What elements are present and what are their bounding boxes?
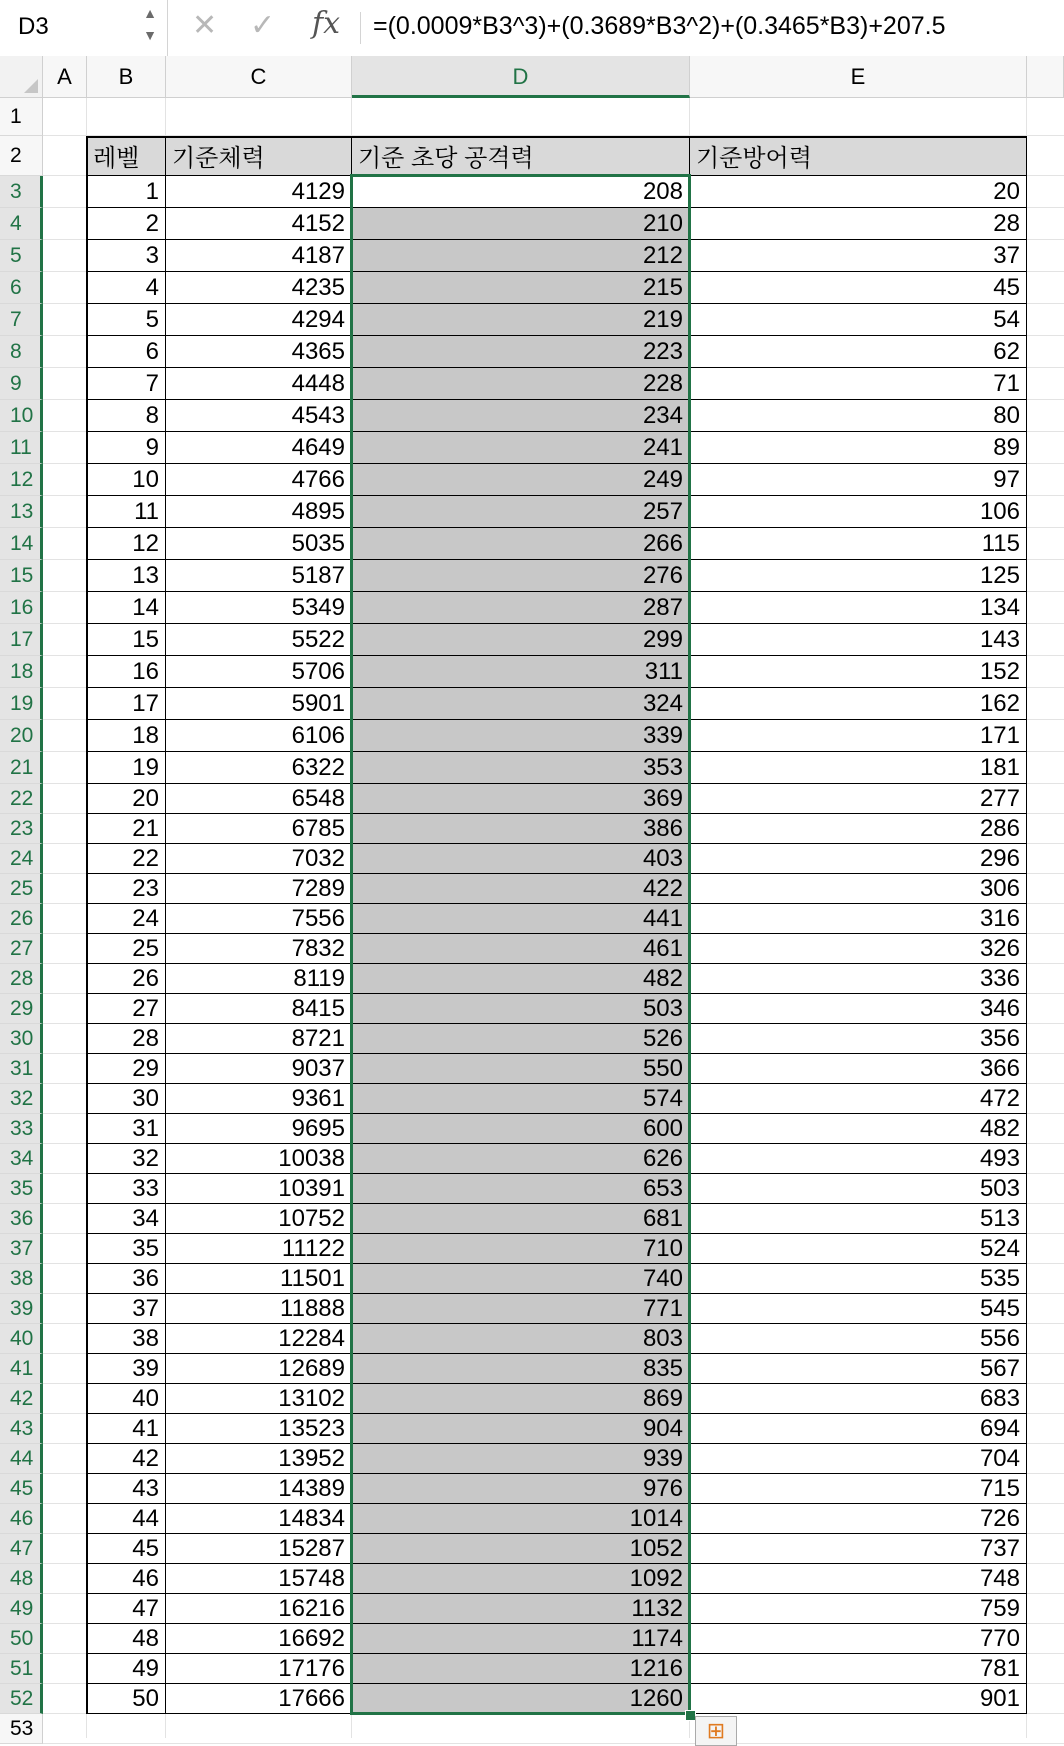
table-header-cell[interactable]: 기준체력	[166, 136, 352, 176]
table-cell[interactable]: 266	[352, 528, 690, 560]
table-cell[interactable]: 482	[352, 964, 690, 994]
table-cell[interactable]: 27	[87, 994, 166, 1024]
table-cell[interactable]: 89	[690, 432, 1027, 464]
table-cell[interactable]: 8119	[166, 964, 352, 994]
table-cell[interactable]: 835	[352, 1354, 690, 1384]
table-cell[interactable]: 353	[352, 752, 690, 784]
table-cell[interactable]: 15	[87, 624, 166, 656]
table-cell[interactable]: 219	[352, 304, 690, 336]
table-cell[interactable]: 6322	[166, 752, 352, 784]
table-cell[interactable]: 54	[690, 304, 1027, 336]
table-cell[interactable]: 386	[352, 814, 690, 844]
table-cell[interactable]: 8721	[166, 1024, 352, 1054]
table-cell[interactable]: 574	[352, 1084, 690, 1114]
table-cell[interactable]: 20	[690, 176, 1027, 208]
table-cell[interactable]: 567	[690, 1354, 1027, 1384]
row-header-48[interactable]: 48	[0, 1564, 43, 1594]
table-cell[interactable]: 306	[690, 874, 1027, 904]
row-header-22[interactable]: 22	[0, 784, 43, 814]
table-cell[interactable]: 181	[690, 752, 1027, 784]
table-cell[interactable]: 11501	[166, 1264, 352, 1294]
table-cell[interactable]: 5	[87, 304, 166, 336]
table-cell[interactable]: 11122	[166, 1234, 352, 1264]
table-cell[interactable]: 524	[690, 1234, 1027, 1264]
table-cell[interactable]: 35	[87, 1234, 166, 1264]
row-header-14[interactable]: 14	[0, 528, 43, 560]
table-cell[interactable]: 759	[690, 1594, 1027, 1624]
table-cell[interactable]: 869	[352, 1384, 690, 1414]
row-header-49[interactable]: 49	[0, 1594, 43, 1624]
table-cell[interactable]: 1	[87, 176, 166, 208]
row-header-21[interactable]: 21	[0, 752, 43, 784]
table-cell[interactable]: 704	[690, 1444, 1027, 1474]
table-cell[interactable]: 30	[87, 1084, 166, 1114]
table-cell[interactable]: 4	[87, 272, 166, 304]
table-cell[interactable]: 346	[690, 994, 1027, 1024]
row-header-51[interactable]: 51	[0, 1654, 43, 1684]
row-header-33[interactable]: 33	[0, 1114, 43, 1144]
table-cell[interactable]: 134	[690, 592, 1027, 624]
row-header-10[interactable]: 10	[0, 400, 43, 432]
table-cell[interactable]: 4129	[166, 176, 352, 208]
table-cell[interactable]: 24	[87, 904, 166, 934]
table-cell[interactable]: 106	[690, 496, 1027, 528]
table-cell[interactable]: 257	[352, 496, 690, 528]
table-cell[interactable]: 4365	[166, 336, 352, 368]
table-cell[interactable]: 41	[87, 1414, 166, 1444]
table-cell[interactable]: 16692	[166, 1624, 352, 1654]
table-cell[interactable]: 1216	[352, 1654, 690, 1684]
column-header-d[interactable]: D	[352, 56, 690, 98]
table-cell[interactable]: 171	[690, 720, 1027, 752]
row-header-25[interactable]: 25	[0, 874, 43, 904]
table-cell[interactable]: 6785	[166, 814, 352, 844]
table-cell[interactable]: 1052	[352, 1534, 690, 1564]
row-header-31[interactable]: 31	[0, 1054, 43, 1084]
table-cell[interactable]: 4895	[166, 496, 352, 528]
table-cell[interactable]: 441	[352, 904, 690, 934]
table-cell[interactable]: 296	[690, 844, 1027, 874]
row-header-40[interactable]: 40	[0, 1324, 43, 1354]
table-cell[interactable]: 12	[87, 528, 166, 560]
table-cell[interactable]: 366	[690, 1054, 1027, 1084]
table-cell[interactable]: 1014	[352, 1504, 690, 1534]
table-cell[interactable]: 18	[87, 720, 166, 752]
table-cell[interactable]: 37	[87, 1294, 166, 1324]
table-cell[interactable]: 8415	[166, 994, 352, 1024]
row-header-12[interactable]: 12	[0, 464, 43, 496]
quick-analysis-icon[interactable]: ⊞	[695, 1716, 737, 1746]
table-cell[interactable]: 9037	[166, 1054, 352, 1084]
table-cell[interactable]: 152	[690, 656, 1027, 688]
table-cell[interactable]: 600	[352, 1114, 690, 1144]
table-cell[interactable]: 45	[690, 272, 1027, 304]
table-cell[interactable]: 1174	[352, 1624, 690, 1654]
table-cell[interactable]: 12284	[166, 1324, 352, 1354]
table-cell[interactable]: 62	[690, 336, 1027, 368]
table-cell[interactable]: 422	[352, 874, 690, 904]
row-header-44[interactable]: 44	[0, 1444, 43, 1474]
table-cell[interactable]: 162	[690, 688, 1027, 720]
table-cell[interactable]: 7556	[166, 904, 352, 934]
table-cell[interactable]: 336	[690, 964, 1027, 994]
table-cell[interactable]: 13952	[166, 1444, 352, 1474]
table-cell[interactable]: 36	[87, 1264, 166, 1294]
row-header-2[interactable]: 2	[0, 136, 43, 176]
row-header-36[interactable]: 36	[0, 1204, 43, 1234]
column-header-e[interactable]: E	[690, 56, 1027, 98]
table-cell[interactable]: 277	[690, 784, 1027, 814]
row-header-3[interactable]: 3	[0, 176, 43, 208]
table-cell[interactable]: 904	[352, 1414, 690, 1444]
table-cell[interactable]: 22	[87, 844, 166, 874]
formula-bar-divider	[360, 12, 361, 44]
table-cell[interactable]: 43	[87, 1474, 166, 1504]
table-cell[interactable]: 14834	[166, 1504, 352, 1534]
table-cell[interactable]: 37	[690, 240, 1027, 272]
name-box[interactable]	[0, 0, 168, 56]
row-header-5[interactable]: 5	[0, 240, 43, 272]
table-cell[interactable]: 324	[352, 688, 690, 720]
table-header-cell[interactable]: 레벨	[87, 136, 166, 176]
table-cell[interactable]: 228	[352, 368, 690, 400]
row-header-43[interactable]: 43	[0, 1414, 43, 1444]
table-cell[interactable]: 42	[87, 1444, 166, 1474]
table-cell[interactable]: 939	[352, 1444, 690, 1474]
row-header-13[interactable]: 13	[0, 496, 43, 528]
table-cell[interactable]: 526	[352, 1024, 690, 1054]
table-cell[interactable]: 17666	[166, 1684, 352, 1714]
table-cell[interactable]: 10	[87, 464, 166, 496]
confirm-icon[interactable]: ✓	[250, 9, 276, 42]
table-cell[interactable]: 33	[87, 1174, 166, 1204]
table-cell[interactable]: 683	[690, 1384, 1027, 1414]
table-cell[interactable]: 5522	[166, 624, 352, 656]
row-header-46[interactable]: 46	[0, 1504, 43, 1534]
table-cell[interactable]: 653	[352, 1174, 690, 1204]
table-cell[interactable]: 513	[690, 1204, 1027, 1234]
row-header-16[interactable]: 16	[0, 592, 43, 624]
row-header-26[interactable]: 26	[0, 904, 43, 934]
table-cell[interactable]: 241	[352, 432, 690, 464]
name-box-value: D3	[18, 13, 49, 40]
column-header-c[interactable]: C	[166, 56, 352, 98]
table-cell[interactable]: 740	[352, 1264, 690, 1294]
table-cell[interactable]: 11	[87, 496, 166, 528]
table-cell[interactable]: 15748	[166, 1564, 352, 1594]
row-header-41[interactable]: 41	[0, 1354, 43, 1384]
table-cell[interactable]: 4766	[166, 464, 352, 496]
table-cell[interactable]: 40	[87, 1384, 166, 1414]
table-cell[interactable]: 1132	[352, 1594, 690, 1624]
table-cell[interactable]: 276	[352, 560, 690, 592]
table-cell[interactable]: 10752	[166, 1204, 352, 1234]
row-header-15[interactable]: 15	[0, 560, 43, 592]
table-cell[interactable]: 339	[352, 720, 690, 752]
table-cell[interactable]: 17	[87, 688, 166, 720]
table-cell[interactable]: 16	[87, 656, 166, 688]
table-cell[interactable]: 4152	[166, 208, 352, 240]
table-cell[interactable]: 47	[87, 1594, 166, 1624]
table-cell[interactable]: 770	[690, 1624, 1027, 1654]
row-header-20[interactable]: 20	[0, 720, 43, 752]
table-cell[interactable]: 14389	[166, 1474, 352, 1504]
table-cell[interactable]: 781	[690, 1654, 1027, 1684]
row-header-38[interactable]: 38	[0, 1264, 43, 1294]
table-cell[interactable]: 115	[690, 528, 1027, 560]
table-cell[interactable]: 461	[352, 934, 690, 964]
row-header-52[interactable]: 52	[0, 1684, 43, 1714]
table-cell[interactable]: 5706	[166, 656, 352, 688]
table-cell[interactable]: 80	[690, 400, 1027, 432]
table-cell[interactable]: 694	[690, 1414, 1027, 1444]
table-cell[interactable]: 2	[87, 208, 166, 240]
table-cell[interactable]: 223	[352, 336, 690, 368]
table-cell[interactable]: 7289	[166, 874, 352, 904]
table-cell[interactable]: 13523	[166, 1414, 352, 1444]
cancel-icon[interactable]: ✕	[192, 9, 218, 42]
row-header-19[interactable]: 19	[0, 688, 43, 720]
table-cell[interactable]: 726	[690, 1504, 1027, 1534]
select-all-icon	[24, 79, 38, 93]
table-cell[interactable]: 125	[690, 560, 1027, 592]
table-cell[interactable]: 287	[352, 592, 690, 624]
row-header-32[interactable]: 32	[0, 1084, 43, 1114]
table-cell[interactable]: 503	[690, 1174, 1027, 1204]
table-cell[interactable]: 49	[87, 1654, 166, 1684]
row-header-6[interactable]: 6	[0, 272, 43, 304]
insert-function-icon[interactable]: fx	[312, 6, 341, 41]
table-cell[interactable]: 503	[352, 994, 690, 1024]
row-header-50[interactable]: 50	[0, 1624, 43, 1654]
table-cell[interactable]: 39	[87, 1354, 166, 1384]
table-cell[interactable]: 4448	[166, 368, 352, 400]
active-cell[interactable]: 208	[352, 176, 690, 208]
table-cell[interactable]: 482	[690, 1114, 1027, 1144]
row-header-24[interactable]: 24	[0, 844, 43, 874]
table-cell[interactable]: 5901	[166, 688, 352, 720]
table-cell[interactable]: 326	[690, 934, 1027, 964]
table-cell[interactable]: 38	[87, 1324, 166, 1354]
table-cell[interactable]: 9361	[166, 1084, 352, 1114]
table-cell[interactable]: 286	[690, 814, 1027, 844]
table-cell[interactable]: 10038	[166, 1144, 352, 1174]
table-cell[interactable]: 14	[87, 592, 166, 624]
table-cell[interactable]: 556	[690, 1324, 1027, 1354]
table-cell[interactable]: 46	[87, 1564, 166, 1594]
table-cell[interactable]: 6106	[166, 720, 352, 752]
column-header-next[interactable]	[1027, 56, 1064, 98]
table-cell[interactable]: 6548	[166, 784, 352, 814]
table-cell[interactable]: 299	[352, 624, 690, 656]
table-cell[interactable]: 493	[690, 1144, 1027, 1174]
table-cell[interactable]: 9695	[166, 1114, 352, 1144]
table-cell[interactable]: 7832	[166, 934, 352, 964]
table-cell[interactable]: 97	[690, 464, 1027, 496]
table-header-cell[interactable]: 기준방어력	[690, 136, 1027, 176]
row-header-45[interactable]: 45	[0, 1474, 43, 1504]
table-cell[interactable]: 10391	[166, 1174, 352, 1204]
table-cell[interactable]: 45	[87, 1534, 166, 1564]
row-header-37[interactable]: 37	[0, 1234, 43, 1264]
table-cell[interactable]: 28	[690, 208, 1027, 240]
table-cell[interactable]: 44	[87, 1504, 166, 1534]
table-cell[interactable]: 143	[690, 624, 1027, 656]
row-header-42[interactable]: 42	[0, 1384, 43, 1414]
table-cell[interactable]: 5035	[166, 528, 352, 560]
row-header-47[interactable]: 47	[0, 1534, 43, 1564]
table-cell[interactable]: 976	[352, 1474, 690, 1504]
table-cell[interactable]: 1092	[352, 1564, 690, 1594]
row-header-8[interactable]: 8	[0, 336, 43, 368]
table-cell[interactable]: 1260	[352, 1684, 690, 1714]
table-cell[interactable]: 737	[690, 1534, 1027, 1564]
row-header-18[interactable]: 18	[0, 656, 43, 688]
table-header-cell[interactable]: 기준 초당 공격력	[352, 136, 690, 176]
formula-input[interactable]: =(0.0009*B3^3)+(0.3689*B3^2)+(0.3465*B3)+207.5	[373, 12, 946, 40]
table-cell[interactable]: 26	[87, 964, 166, 994]
table-cell[interactable]: 4543	[166, 400, 352, 432]
row-header-53[interactable]: 53	[0, 1714, 43, 1744]
table-cell[interactable]: 249	[352, 464, 690, 496]
table-cell[interactable]: 7032	[166, 844, 352, 874]
table-cell[interactable]: 626	[352, 1144, 690, 1174]
table-cell[interactable]: 19	[87, 752, 166, 784]
table-cell[interactable]: 681	[352, 1204, 690, 1234]
table-cell[interactable]: 369	[352, 784, 690, 814]
row-header-9[interactable]: 9	[0, 368, 43, 400]
table-cell[interactable]: 4187	[166, 240, 352, 272]
row-header-4[interactable]: 4	[0, 208, 43, 240]
table-cell[interactable]: 715	[690, 1474, 1027, 1504]
table-cell[interactable]: 316	[690, 904, 1027, 934]
table-cell[interactable]: 12689	[166, 1354, 352, 1384]
table-cell[interactable]: 215	[352, 272, 690, 304]
table-cell[interactable]: 16216	[166, 1594, 352, 1624]
table-cell[interactable]: 3	[87, 240, 166, 272]
row-header-11[interactable]: 11	[0, 432, 43, 464]
table-cell[interactable]: 9	[87, 432, 166, 464]
table-cell[interactable]: 234	[352, 400, 690, 432]
table-cell[interactable]: 771	[352, 1294, 690, 1324]
table-cell[interactable]: 20	[87, 784, 166, 814]
table-cell[interactable]: 356	[690, 1024, 1027, 1054]
row-header-7[interactable]: 7	[0, 304, 43, 336]
table-cell[interactable]: 13102	[166, 1384, 352, 1414]
table-cell[interactable]: 13	[87, 560, 166, 592]
table-cell[interactable]: 23	[87, 874, 166, 904]
row-header-28[interactable]: 28	[0, 964, 43, 994]
table-cell[interactable]: 545	[690, 1294, 1027, 1324]
table-cell[interactable]: 311	[352, 656, 690, 688]
table-cell[interactable]: 5349	[166, 592, 352, 624]
row-header-23[interactable]: 23	[0, 814, 43, 844]
name-box-dropdown-icon[interactable]: ▲ ▼	[143, 5, 157, 43]
table-cell[interactable]: 212	[352, 240, 690, 272]
table-cell[interactable]: 50	[87, 1684, 166, 1714]
table-cell[interactable]: 748	[690, 1564, 1027, 1594]
table-cell[interactable]: 8	[87, 400, 166, 432]
select-all-button[interactable]	[0, 56, 43, 98]
column-header-a[interactable]: A	[43, 56, 87, 98]
row-gridline	[43, 1743, 1064, 1744]
row-header-35[interactable]: 35	[0, 1174, 43, 1204]
table-cell[interactable]: 25	[87, 934, 166, 964]
table-cell[interactable]: 15287	[166, 1534, 352, 1564]
formula-bar	[0, 0, 1064, 57]
table-cell[interactable]: 710	[352, 1234, 690, 1264]
row-header-29[interactable]: 29	[0, 994, 43, 1024]
row-header-17[interactable]: 17	[0, 624, 43, 656]
row-header-27[interactable]: 27	[0, 934, 43, 964]
table-cell[interactable]: 803	[352, 1324, 690, 1354]
table-cell[interactable]: 210	[352, 208, 690, 240]
table-cell[interactable]: 550	[352, 1054, 690, 1084]
table-cell[interactable]: 32	[87, 1144, 166, 1174]
table-cell[interactable]: 535	[690, 1264, 1027, 1294]
row-header-39[interactable]: 39	[0, 1294, 43, 1324]
table-cell[interactable]: 4235	[166, 272, 352, 304]
table-cell[interactable]: 4294	[166, 304, 352, 336]
row-header-1[interactable]: 1	[0, 98, 43, 136]
table-cell[interactable]: 28	[87, 1024, 166, 1054]
column-header-b[interactable]: B	[87, 56, 166, 98]
table-cell[interactable]: 48	[87, 1624, 166, 1654]
table-cell[interactable]: 901	[690, 1684, 1027, 1714]
table-cell[interactable]: 34	[87, 1204, 166, 1234]
table-cell[interactable]: 29	[87, 1054, 166, 1084]
table-cell[interactable]: 6	[87, 336, 166, 368]
table-cell[interactable]: 11888	[166, 1294, 352, 1324]
table-cell[interactable]: 5187	[166, 560, 352, 592]
table-cell[interactable]: 31	[87, 1114, 166, 1144]
table-cell[interactable]: 21	[87, 814, 166, 844]
table-cell[interactable]: 472	[690, 1084, 1027, 1114]
table-cell[interactable]: 7	[87, 368, 166, 400]
table-cell[interactable]: 403	[352, 844, 690, 874]
table-cell[interactable]: 4649	[166, 432, 352, 464]
table-cell[interactable]: 17176	[166, 1654, 352, 1684]
table-cell[interactable]: 71	[690, 368, 1027, 400]
row-header-34[interactable]: 34	[0, 1144, 43, 1174]
row-header-30[interactable]: 30	[0, 1024, 43, 1054]
